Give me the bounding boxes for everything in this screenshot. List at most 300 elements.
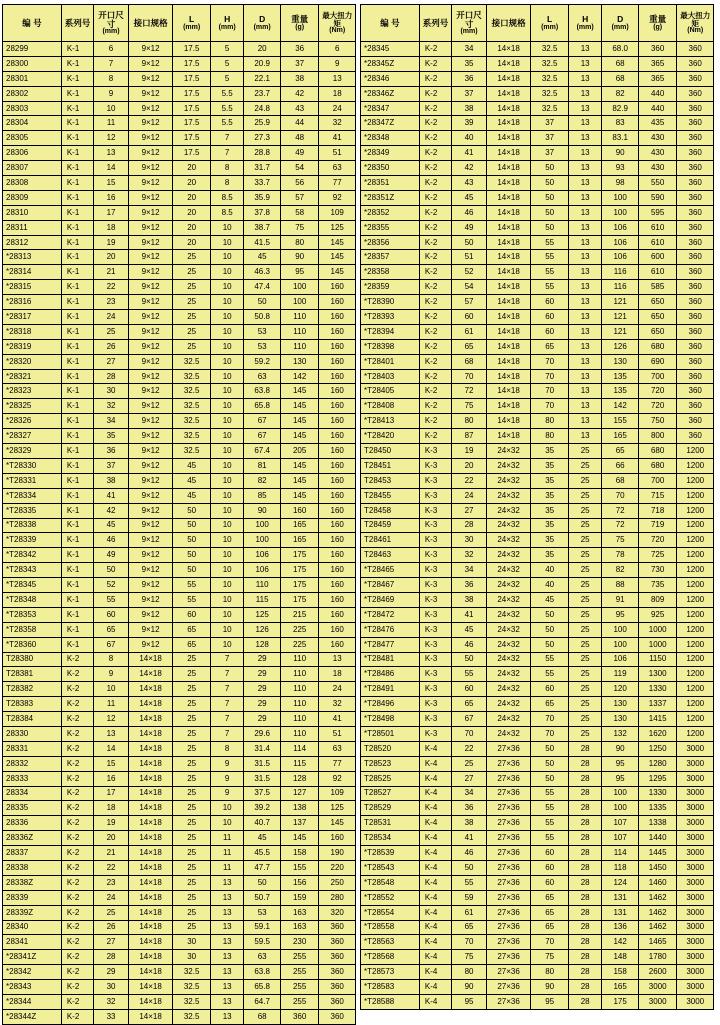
- table-cell: 28: [568, 786, 601, 801]
- table-cell: *T28398: [361, 339, 420, 354]
- table-cell: K-4: [419, 756, 451, 771]
- table-cell: 28: [452, 518, 486, 533]
- table-cell: 80: [280, 235, 319, 250]
- table-cell: 50: [244, 875, 281, 890]
- table-cell: 80: [452, 965, 486, 980]
- table-cell: *28327: [3, 429, 62, 444]
- table-cell: 9: [319, 56, 356, 71]
- table-cell: 160: [319, 592, 356, 607]
- col-h: H (mm): [568, 5, 601, 42]
- table-cell: 255: [280, 965, 319, 980]
- table-cell: K-3: [419, 518, 451, 533]
- table-cell: 360: [677, 250, 714, 265]
- col-l: L (mm): [173, 5, 211, 42]
- table-cell: K-2: [61, 756, 93, 771]
- table-cell: 28309: [3, 190, 62, 205]
- table-row: [361, 71, 714, 86]
- table-row: [3, 578, 356, 593]
- table-row: [361, 578, 714, 593]
- table-cell: *T28358: [3, 622, 62, 637]
- table-cell: *28323: [3, 384, 62, 399]
- table-cell: 13: [94, 146, 128, 161]
- table-cell: K-2: [61, 905, 93, 920]
- table-cell: K-4: [419, 890, 451, 905]
- table-row: [361, 220, 714, 235]
- table-cell: 5: [210, 56, 243, 71]
- table-cell: 92: [319, 190, 356, 205]
- table-cell: 360: [677, 235, 714, 250]
- table-cell: 25.9: [244, 116, 281, 131]
- table-cell: 68: [244, 1009, 281, 1024]
- table-cell: 30: [173, 950, 211, 965]
- table-cell: 13: [319, 71, 356, 86]
- table-cell: 41.5: [244, 235, 281, 250]
- table-cell: *T28469: [361, 592, 420, 607]
- table-cell: K-2: [419, 324, 451, 339]
- table-row: [3, 161, 356, 176]
- table-cell: 35: [531, 518, 569, 533]
- table-cell: 32.5: [173, 399, 211, 414]
- table-cell: K-3: [419, 652, 451, 667]
- table-cell: 17.5: [173, 131, 211, 146]
- table-cell: 20: [452, 458, 486, 473]
- table-cell: 14×18: [128, 980, 173, 995]
- col-d: D (mm): [244, 5, 281, 42]
- table-cell: 65: [94, 622, 128, 637]
- table-cell: 67: [94, 637, 128, 652]
- table-cell: 10: [210, 429, 243, 444]
- table-cell: 158: [280, 846, 319, 861]
- table-row: [361, 369, 714, 384]
- table-cell: 160: [319, 399, 356, 414]
- table-cell: *28358: [361, 265, 420, 280]
- table-cell: 13: [568, 176, 601, 191]
- table-cell: 25: [173, 280, 211, 295]
- table-cell: K-2: [61, 965, 93, 980]
- table-cell: 50: [531, 622, 569, 637]
- table-cell: 9×12: [128, 116, 173, 131]
- table-cell: 31.7: [244, 161, 281, 176]
- table-cell: 36: [452, 71, 486, 86]
- table-row: [361, 801, 714, 816]
- table-cell: 230: [280, 935, 319, 950]
- table-cell: 24×32: [486, 712, 531, 727]
- table-cell: *28357: [361, 250, 420, 265]
- table-cell: 9×12: [128, 399, 173, 414]
- table-cell: *T28486: [361, 667, 420, 682]
- table-cell: 720: [638, 533, 677, 548]
- table-cell: K-2: [419, 280, 451, 295]
- table-cell: 28306: [3, 146, 62, 161]
- table-cell: 360: [677, 310, 714, 325]
- table-cell: 25: [173, 324, 211, 339]
- table-cell: 87: [452, 429, 486, 444]
- table-cell: 13: [210, 980, 243, 995]
- table-cell: 160: [319, 354, 356, 369]
- table-cell: 14×18: [486, 280, 531, 295]
- table-cell: 25: [173, 920, 211, 935]
- table-cell: 1460: [638, 875, 677, 890]
- table-cell: K-1: [61, 518, 93, 533]
- table-cell: 67: [244, 414, 281, 429]
- table-cell: 50: [173, 563, 211, 578]
- table-cell: 610: [638, 265, 677, 280]
- table-cell: 24×32: [486, 563, 531, 578]
- table-cell: 37: [531, 146, 569, 161]
- table-cell: 3000: [677, 816, 714, 831]
- table-row: [3, 697, 356, 712]
- table-cell: 128: [244, 637, 281, 652]
- table-cell: 14×18: [128, 846, 173, 861]
- table-cell: 81: [244, 458, 281, 473]
- table-cell: 63: [319, 161, 356, 176]
- table-cell: 360: [677, 86, 714, 101]
- table-cell: K-1: [61, 265, 93, 280]
- table-cell: 160: [319, 563, 356, 578]
- table-cell: 14×18: [486, 399, 531, 414]
- table-cell: 13: [568, 265, 601, 280]
- table-row: [3, 473, 356, 488]
- table-cell: 13: [568, 71, 601, 86]
- table-header-right: [361, 5, 714, 42]
- table-cell: 27: [452, 503, 486, 518]
- table-cell: 3000: [677, 920, 714, 935]
- table-cell: 83.1: [602, 131, 639, 146]
- table-cell: 90: [602, 741, 639, 756]
- table-cell: 126: [244, 622, 281, 637]
- table-cell: 70: [452, 726, 486, 741]
- table-cell: 110: [280, 667, 319, 682]
- table-row: [361, 324, 714, 339]
- table-cell: 28339Z: [3, 905, 62, 920]
- table-row: [3, 42, 356, 57]
- table-cell: *T28335: [3, 503, 62, 518]
- table-cell: K-2: [419, 369, 451, 384]
- table-cell: K-1: [61, 250, 93, 265]
- spec-table-left: [2, 4, 356, 1025]
- table-cell: 38: [280, 71, 319, 86]
- table-cell: T28527: [361, 786, 420, 801]
- table-cell: 28330: [3, 726, 62, 741]
- table-cell: 46: [452, 205, 486, 220]
- table-cell: 24×32: [486, 518, 531, 533]
- table-cell: 40: [452, 131, 486, 146]
- table-row: [361, 995, 714, 1010]
- table-cell: 55: [531, 280, 569, 295]
- table-cell: 715: [638, 488, 677, 503]
- table-cell: 3000: [677, 771, 714, 786]
- table-cell: 35.9: [244, 190, 281, 205]
- table-cell: K-2: [61, 786, 93, 801]
- table-cell: 27.3: [244, 131, 281, 146]
- table-row: [361, 533, 714, 548]
- table-cell: 160: [319, 518, 356, 533]
- table-cell: K-2: [419, 71, 451, 86]
- table-row: [361, 131, 714, 146]
- table-cell: 60: [531, 310, 569, 325]
- table-row: [361, 712, 714, 727]
- table-cell: 25: [173, 756, 211, 771]
- table-cell: 360: [677, 131, 714, 146]
- table-cell: 40.7: [244, 816, 281, 831]
- table-cell: 14×18: [486, 176, 531, 191]
- table-cell: 24×32: [486, 503, 531, 518]
- table-cell: 25: [568, 533, 601, 548]
- table-row: [3, 56, 356, 71]
- table-cell: 3000: [638, 980, 677, 995]
- table-row: [361, 295, 714, 310]
- table-cell: 22: [452, 741, 486, 756]
- table-cell: 14×18: [128, 1009, 173, 1024]
- table-cell: 1330: [638, 786, 677, 801]
- table-cell: 1337: [638, 697, 677, 712]
- table-cell: 9×12: [128, 131, 173, 146]
- table-cell: 360: [677, 339, 714, 354]
- table-cell: T28458: [361, 503, 420, 518]
- table-cell: 41: [319, 712, 356, 727]
- header-row: [361, 5, 714, 42]
- table-cell: 255: [280, 950, 319, 965]
- table-cell: 31.4: [244, 741, 281, 756]
- table-cell: K-2: [419, 399, 451, 414]
- table-cell: 9×12: [128, 503, 173, 518]
- table-cell: 100: [602, 801, 639, 816]
- table-row: [3, 176, 356, 191]
- table-cell: 12: [94, 131, 128, 146]
- table-cell: 35: [531, 533, 569, 548]
- table-cell: 225: [280, 622, 319, 637]
- table-row: [3, 131, 356, 146]
- table-cell: K-1: [61, 637, 93, 652]
- table-cell: *T28563: [361, 935, 420, 950]
- table-cell: 27: [452, 771, 486, 786]
- table-cell: 28: [568, 846, 601, 861]
- table-cell: 65: [452, 339, 486, 354]
- table-cell: *28329: [3, 444, 62, 459]
- table-cell: 31.5: [244, 756, 281, 771]
- table-cell: *T28413: [361, 414, 420, 429]
- table-cell: 5: [210, 42, 243, 57]
- table-cell: 13: [94, 726, 128, 741]
- table-cell: K-1: [61, 607, 93, 622]
- table-cell: 13: [568, 205, 601, 220]
- table-cell: 32: [94, 995, 128, 1010]
- table-cell: K-3: [419, 578, 451, 593]
- table-row: [361, 652, 714, 667]
- table-cell: 25: [568, 592, 601, 607]
- table-cell: 60: [452, 682, 486, 697]
- table-cell: 25: [173, 265, 211, 280]
- col-weight: 重量 (g): [638, 5, 677, 42]
- table-cell: 59.1: [244, 920, 281, 935]
- table-cell: K-2: [61, 831, 93, 846]
- table-cell: 50: [173, 518, 211, 533]
- table-row: [361, 816, 714, 831]
- table-cell: 22: [452, 473, 486, 488]
- table-cell: 46.3: [244, 265, 281, 280]
- table-cell: 155: [602, 414, 639, 429]
- table-cell: K-1: [61, 42, 93, 57]
- table-cell: 106: [602, 250, 639, 265]
- table-cell: K-2: [61, 875, 93, 890]
- table-cell: 10: [210, 816, 243, 831]
- table-cell: 20: [173, 176, 211, 191]
- table-cell: 38: [452, 816, 486, 831]
- col-opening-size: 开口尺寸 (mm): [452, 5, 486, 42]
- table-row: [361, 86, 714, 101]
- table-cell: 9: [210, 786, 243, 801]
- table-cell: 9×12: [128, 220, 173, 235]
- table-cell: 9×12: [128, 563, 173, 578]
- table-row: [361, 905, 714, 920]
- table-cell: T28455: [361, 488, 420, 503]
- table-cell: *T28558: [361, 920, 420, 935]
- table-cell: 20: [173, 220, 211, 235]
- table-cell: 160: [319, 488, 356, 503]
- table-cell: 14×18: [128, 771, 173, 786]
- table-cell: K-2: [419, 414, 451, 429]
- table-cell: 160: [319, 473, 356, 488]
- table-row: [361, 116, 714, 131]
- table-cell: 13: [568, 42, 601, 57]
- table-row: [3, 563, 356, 578]
- table-cell: T28382: [3, 682, 62, 697]
- table-row: [3, 548, 356, 563]
- table-cell: K-4: [419, 860, 451, 875]
- table-cell: 20: [173, 235, 211, 250]
- table-cell: 130: [280, 354, 319, 369]
- table-cell: 28310: [3, 205, 62, 220]
- table-cell: 14×18: [128, 875, 173, 890]
- table-cell: 29: [244, 652, 281, 667]
- table-cell: 41: [319, 131, 356, 146]
- table-cell: 50: [452, 860, 486, 875]
- table-cell: 106: [602, 220, 639, 235]
- table-cell: 10: [210, 563, 243, 578]
- table-row: [361, 726, 714, 741]
- table-cell: 13: [568, 399, 601, 414]
- table-cell: 165: [280, 533, 319, 548]
- table-cell: K-1: [61, 101, 93, 116]
- table-cell: 14×18: [486, 295, 531, 310]
- table-cell: 32.5: [173, 995, 211, 1010]
- table-cell: 360: [280, 1009, 319, 1024]
- table-cell: 13: [568, 161, 601, 176]
- table-cell: *28355: [361, 220, 420, 235]
- table-cell: 25: [173, 250, 211, 265]
- table-row: [361, 875, 714, 890]
- table-cell: 32.5: [531, 71, 569, 86]
- table-cell: 45: [531, 592, 569, 607]
- table-cell: 360: [319, 950, 356, 965]
- table-cell: 33: [94, 1009, 128, 1024]
- table-cell: 14×18: [128, 995, 173, 1010]
- table-cell: 13: [568, 339, 601, 354]
- table-cell: 100: [602, 637, 639, 652]
- table-cell: 680: [638, 458, 677, 473]
- table-cell: *28349: [361, 146, 420, 161]
- table-cell: 5: [210, 71, 243, 86]
- table-cell: 24×32: [486, 578, 531, 593]
- table-cell: 17.5: [173, 101, 211, 116]
- table-cell: 280: [319, 890, 356, 905]
- table-cell: 25: [173, 801, 211, 816]
- table-cell: 809: [638, 592, 677, 607]
- table-cell: 47.4: [244, 280, 281, 295]
- table-cell: 9×12: [128, 310, 173, 325]
- table-cell: 600: [638, 250, 677, 265]
- table-cell: 9×12: [128, 339, 173, 354]
- table-cell: 45.5: [244, 846, 281, 861]
- table-cell: K-2: [419, 42, 451, 57]
- table-cell: 155: [280, 860, 319, 875]
- table-cell: 28340: [3, 920, 62, 935]
- table-cell: 255: [280, 995, 319, 1010]
- table-cell: *28321: [3, 369, 62, 384]
- table-cell: 24×32: [486, 637, 531, 652]
- table-cell: 13: [210, 995, 243, 1010]
- table-cell: 13: [568, 56, 601, 71]
- table-cell: 24×32: [486, 726, 531, 741]
- table-cell: 60: [452, 310, 486, 325]
- table-cell: 14×18: [486, 265, 531, 280]
- table-cell: K-2: [61, 697, 93, 712]
- table-cell: 65: [531, 890, 569, 905]
- table-cell: 23: [94, 295, 128, 310]
- table-cell: 17.5: [173, 146, 211, 161]
- table-cell: 35: [94, 429, 128, 444]
- table-cell: K-2: [419, 131, 451, 146]
- table-cell: 1300: [638, 667, 677, 682]
- table-cell: *T28360: [3, 637, 62, 652]
- table-cell: 925: [638, 607, 677, 622]
- table-cell: 3000: [677, 890, 714, 905]
- table-cell: 680: [638, 444, 677, 459]
- table-row: [3, 71, 356, 86]
- table-cell: 730: [638, 563, 677, 578]
- table-cell: 17: [94, 205, 128, 220]
- table-cell: 25: [173, 846, 211, 861]
- table-cell: 11: [94, 116, 128, 131]
- table-cell: 25: [173, 905, 211, 920]
- table-cell: 145: [319, 816, 356, 831]
- table-cell: 127: [280, 786, 319, 801]
- table-cell: 14×18: [486, 101, 531, 116]
- table-cell: 14×18: [128, 816, 173, 831]
- table-cell: 1200: [677, 667, 714, 682]
- table-row: [361, 965, 714, 980]
- table-cell: 145: [280, 458, 319, 473]
- table-cell: 25: [568, 622, 601, 637]
- table-cell: 110: [280, 682, 319, 697]
- table-cell: 1450: [638, 860, 677, 875]
- table-row: [361, 637, 714, 652]
- table-cell: *T28583: [361, 980, 420, 995]
- table-cell: K-1: [61, 339, 93, 354]
- table-cell: T28523: [361, 756, 420, 771]
- table-cell: 10: [210, 637, 243, 652]
- table-cell: 11: [210, 846, 243, 861]
- table-cell: 160: [319, 458, 356, 473]
- table-cell: 160: [319, 339, 356, 354]
- table-cell: 55: [531, 667, 569, 682]
- table-cell: 28335: [3, 801, 62, 816]
- table-cell: 7: [210, 697, 243, 712]
- table-cell: 50: [452, 652, 486, 667]
- table-cell: *T28394: [361, 324, 420, 339]
- table-cell: 360: [319, 920, 356, 935]
- table-row: [3, 831, 356, 846]
